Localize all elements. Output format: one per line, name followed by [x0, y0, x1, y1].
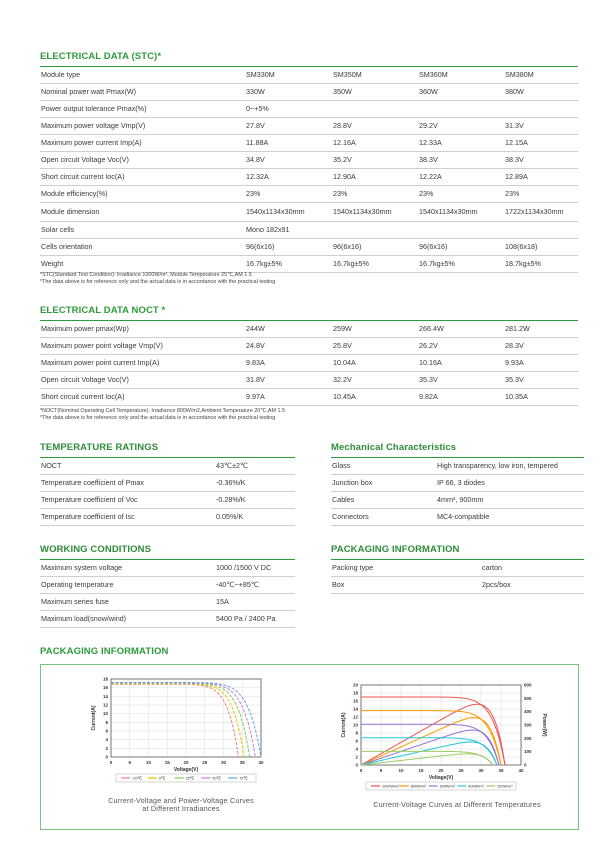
working-value: 1000 /1500 V DC [216, 563, 272, 572]
stc-value: 1540x1134x30mm [419, 207, 478, 216]
y2-tick-label: 500 [524, 695, 532, 701]
stc-value: 330W [246, 87, 265, 96]
y-tick-label: 14 [352, 706, 358, 712]
y-tick-label: 6 [355, 738, 358, 744]
y-tick-label: 12 [352, 714, 358, 720]
mechanical-row [331, 458, 584, 475]
stc-label: Maximum power current Imp(A) [41, 138, 142, 147]
y-tick-label: 0 [105, 754, 108, 760]
noct-value: 9.83A [246, 358, 265, 367]
mechanical-row [331, 492, 584, 509]
stc-value: 360W [419, 87, 438, 96]
temperature-table [40, 457, 295, 526]
stc-row [40, 256, 578, 273]
series-iv-line [111, 683, 250, 757]
stc-label: Solar cells [41, 225, 75, 234]
stc-row [40, 135, 578, 152]
y-tick-label: 6 [105, 728, 108, 734]
stc-value: SM350M [333, 70, 362, 79]
temperature-value: -0.28%/K [216, 495, 246, 504]
caption-left-line2: at Different Irradiances [142, 804, 220, 813]
x-tick-label: 30 [220, 760, 227, 765]
noct-row [40, 372, 578, 389]
y-tick-label: 12 [102, 702, 108, 708]
y-axis-label: Current(A) [341, 712, 347, 738]
legend-label: 1000W/m² [382, 784, 400, 789]
stc-value: 380W [505, 87, 524, 96]
temperature-title: TEMPERATURE RATINGS [40, 442, 159, 453]
temperature-row [40, 509, 295, 526]
y2-tick-label: 100 [524, 749, 532, 755]
y2-axis-label: Power(W) [541, 713, 547, 737]
stc-value: 96(6x16) [333, 242, 362, 251]
packaging-big-title: PACKAGING INFORMATION [40, 646, 169, 657]
working-label: Maximum series fuse [41, 597, 109, 606]
temperature-value: 43℃±2℃ [216, 461, 249, 470]
stc-value: 108(6x18) [505, 242, 538, 251]
stc-row [40, 222, 578, 239]
stc-value: 16.7kg±5% [333, 259, 369, 268]
x-tick-label: 25 [458, 768, 464, 773]
stc-label: Module type [41, 70, 81, 79]
x-tick-label: 5 [379, 768, 383, 773]
x-tick-label: 40 [258, 760, 264, 765]
y-tick-label: 16 [352, 698, 358, 704]
stc-value: 31.3V [505, 121, 524, 130]
caption-left [71, 797, 291, 813]
stc-value: 12.89A [505, 172, 528, 181]
stc-value: 12.16A [333, 138, 356, 147]
temperature-row [40, 492, 295, 509]
y-tick-label: 4 [355, 746, 358, 752]
stc-row [40, 101, 578, 118]
noct-label: Open circuit Voltage Voc(V) [41, 375, 129, 384]
stc-label: Maximum power voltage Vmp(V) [41, 121, 146, 130]
legend-label: 200W/m² [497, 784, 513, 789]
y-tick-label: 0 [355, 762, 358, 768]
series-iv-line [111, 683, 255, 757]
stc-row [40, 239, 578, 256]
stc-label: Power output tolerance Pmax(%) [41, 104, 147, 113]
legend-label: 400W/m² [468, 784, 484, 789]
working-value: 5400 Pa / 2400 Pa [216, 614, 276, 623]
x-tick-label: 30 [478, 768, 484, 773]
noct-label: Maximum power pmax(Wp) [41, 324, 129, 333]
x-tick-label: 10 [398, 768, 404, 773]
stc-value: 23% [419, 189, 434, 198]
stc-value: 12.90A [333, 172, 356, 181]
iv-temperature-chart [341, 679, 561, 804]
mechanical-label: Glass [332, 461, 351, 470]
noct-note-standard: *NOCT(Nominal Operating Cell Temperature): Irradiance 800W/m2,Ambient Temperature 20℃,AM 1.5 [40, 408, 285, 414]
noct-row [40, 321, 578, 338]
noct-value: 35.3V [505, 375, 524, 384]
series-pv-line [361, 730, 499, 765]
noct-value: 281.2W [505, 324, 530, 333]
working-title: WORKING CONDITIONS [40, 544, 152, 555]
noct-value: 10.16A [419, 358, 442, 367]
y-tick-label: 20 [352, 682, 358, 688]
y-tick-label: 4 [105, 737, 108, 743]
temperature-row [40, 475, 295, 492]
y-tick-label: 2 [355, 754, 358, 760]
stc-value: 12.33A [419, 138, 442, 147]
y2-tick-label: 400 [524, 709, 532, 715]
noct-value: 244W [246, 324, 265, 333]
working-value: 15A [216, 597, 229, 606]
x-axis-label: Voltage(V) [428, 775, 454, 781]
noct-value: 10.45A [333, 392, 356, 401]
mechanical-row [331, 475, 584, 492]
noct-value: 35.3V [419, 375, 438, 384]
noct-value: 26.2V [419, 341, 438, 350]
stc-row [40, 152, 578, 169]
noct-value: 10.04A [333, 358, 356, 367]
stc-note-reference: *The data above is for reference only and the actual data is in accordance with the practical testing [40, 279, 276, 285]
y-tick-label: 16 [102, 685, 108, 691]
stc-note-standard: *STC(Standard Test Condition): Irradiance 1000W/m², Module Temperature 25℃,AM 1.5 [40, 272, 252, 278]
stc-value: 23% [246, 189, 261, 198]
stc-value: 38.3V [505, 155, 524, 164]
stc-value: 27.8V [246, 121, 265, 130]
working-row [40, 611, 295, 628]
noct-value: 31.8V [246, 375, 265, 384]
noct-value: 266.4W [419, 324, 444, 333]
stc-value: 350W [333, 87, 352, 96]
stc-label: Module efficiency(%) [41, 189, 108, 198]
noct-table [40, 320, 578, 406]
stc-value: 12.32A [246, 172, 269, 181]
stc-value: 96(6x16) [419, 242, 448, 251]
stc-row [40, 186, 578, 203]
x-tick-label: 5 [128, 760, 132, 765]
noct-label: Short circuit current Ioc(A) [41, 392, 125, 401]
x-tick-label: 35 [239, 760, 245, 765]
stc-label: Weight [41, 259, 64, 268]
noct-value: 9.82A [419, 392, 438, 401]
stc-label: Nominal power watt Pmax(W) [41, 87, 137, 96]
stc-value: 12.15A [505, 138, 528, 147]
working-label: Maximum load(snow/wind) [41, 614, 127, 623]
temperature-label: Temperature coefficient of Pmax [41, 478, 144, 487]
x-tick-label: 40 [518, 768, 524, 773]
noct-row [40, 338, 578, 355]
stc-value: 38.3V [419, 155, 438, 164]
working-label: Maximum system voltage [41, 563, 123, 572]
mechanical-table [331, 457, 584, 526]
stc-row [40, 169, 578, 186]
noct-value: 259W [333, 324, 352, 333]
packaging-value: 2pcs/box [482, 580, 511, 589]
stc-value: 35.2V [333, 155, 352, 164]
working-table [40, 559, 295, 628]
packaging-label: Packing type [332, 563, 374, 572]
caption-left-line1: Current-Voltage and Power-Voltage Curves [108, 796, 254, 805]
mechanical-label: Cables [332, 495, 355, 504]
mechanical-title: Mechanical Characteristics [331, 442, 457, 453]
x-tick-label: 15 [164, 760, 170, 765]
stc-value: 16.7kg±5% [246, 259, 282, 268]
stc-label: Open circuit Voltage Voc(V) [41, 155, 129, 164]
x-axis-label: Voltage(V) [173, 767, 199, 773]
caption-right: Current-Voltage Curves at Different Temperatures [373, 800, 541, 809]
stc-value: 11.88A [246, 138, 269, 147]
noct-value: 32.2V [333, 375, 352, 384]
stc-value: 96(6x16) [246, 242, 275, 251]
stc-title: ELECTRICAL DATA (STC)* [40, 51, 162, 62]
stc-value: 18.7kg±5% [505, 259, 541, 268]
legend-label: 75℃ [239, 776, 248, 781]
y-axis-label: Current(A) [91, 705, 97, 731]
working-row [40, 577, 295, 594]
working-row [40, 594, 295, 611]
packaging-row [331, 577, 584, 594]
stc-value: 1722x1134x30mm [505, 207, 564, 216]
x-tick-label: 25 [202, 760, 208, 765]
noct-row [40, 355, 578, 372]
temperature-value: -0.36%/K [216, 478, 246, 487]
stc-value: SM380M [505, 70, 534, 79]
y2-tick-label: 200 [524, 735, 532, 741]
x-tick-label: 0 [109, 760, 113, 765]
legend-label: 25℃ [185, 776, 195, 781]
stc-label: Cells orientation [41, 242, 93, 251]
mechanical-value: MC4-compatible [437, 512, 490, 521]
y-tick-label: 18 [102, 676, 108, 682]
mechanical-label: Connectors [332, 512, 369, 521]
working-row [40, 560, 295, 577]
y-tick-label: 10 [102, 711, 108, 717]
noct-note-reference: *The data above is for reference only and the actual data is in accordance with the practical testing [40, 415, 276, 421]
noct-label: Maximum power point current Imp(A) [41, 358, 160, 367]
temperature-label: Temperature coefficient of Voc [41, 495, 138, 504]
noct-value: 10.35A [505, 392, 528, 401]
y2-tick-label: 300 [524, 722, 532, 728]
x-tick-label: 10 [145, 760, 152, 765]
stc-row [40, 67, 578, 84]
stc-value: 1540x1134x30mm [333, 207, 392, 216]
legend-label: 0℃ [158, 776, 166, 781]
legend-label: -25℃ [132, 776, 142, 781]
packaging-label: Box [332, 580, 345, 589]
stc-value: 28.8V [333, 121, 352, 130]
x-tick-label: 35 [498, 768, 504, 773]
legend-label: 50℃ [212, 776, 221, 781]
stc-label: Module dimension [41, 207, 100, 216]
packaging-table [331, 559, 584, 594]
temperature-label: Temperature coefficient of Isc [41, 512, 135, 521]
stc-value: 0~+5% [246, 104, 269, 113]
y-tick-label: 18 [352, 690, 358, 696]
mechanical-row [331, 509, 584, 526]
noct-row [40, 389, 578, 406]
stc-row [40, 118, 578, 135]
stc-value: 12.22A [419, 172, 442, 181]
x-tick-label: 15 [418, 768, 424, 773]
noct-value: 9.97A [246, 392, 265, 401]
noct-label: Maximum power point voltage Vmp(V) [41, 341, 163, 350]
charts-panel [40, 664, 579, 830]
mechanical-value: IP 66, 3 diodes [437, 478, 485, 487]
stc-row [40, 84, 578, 101]
stc-value: 34.8V [246, 155, 265, 164]
noct-title: ELECTRICAL DATA NOCT * [40, 305, 166, 316]
stc-value: 29.2V [419, 121, 438, 130]
stc-value: Mono 182x91 [246, 225, 290, 234]
temperature-row [40, 458, 295, 475]
stc-value: 16.7kg±5% [419, 259, 455, 268]
stc-table [40, 66, 578, 273]
stc-value: 1540x1134x30mm [246, 207, 305, 216]
stc-value: 23% [333, 189, 348, 198]
packaging-small-title: PACKAGING INFORMATION [331, 544, 460, 555]
stc-row [40, 203, 578, 222]
noct-value: 9.93A [505, 358, 524, 367]
mechanical-label: Junction box [332, 478, 373, 487]
series-iv-line [111, 684, 239, 757]
working-value: -40℃~+85℃ [216, 580, 259, 589]
packaging-value: carton [482, 563, 502, 572]
y2-tick-label: 0 [524, 762, 527, 768]
x-tick-label: 20 [438, 768, 444, 773]
x-tick-label: 0 [359, 768, 363, 773]
legend-label: 800W/m² [410, 784, 427, 789]
temperature-label: NOCT [41, 461, 62, 470]
y-tick-label: 10 [352, 722, 358, 728]
stc-label: Short circuit current Ioc(A) [41, 172, 125, 181]
stc-value: 23% [505, 189, 520, 198]
y-tick-label: 2 [105, 745, 108, 751]
noct-value: 25.8V [333, 341, 352, 350]
mechanical-value: 4mm², 900mm [437, 495, 484, 504]
stc-value: SM330M [246, 70, 275, 79]
noct-value: 28.3V [505, 341, 524, 350]
stc-value: SM360M [419, 70, 448, 79]
legend-label: 600W/m² [439, 784, 456, 789]
temperature-value: 0.05%/K [216, 512, 244, 521]
y-tick-label: 8 [355, 730, 358, 736]
y-tick-label: 8 [105, 719, 108, 725]
packaging-row [331, 560, 584, 577]
noct-value: 24.8V [246, 341, 265, 350]
series-iv-line [111, 684, 244, 757]
y-tick-label: 14 [102, 693, 108, 699]
mechanical-value: High transparency, low iron, tempered [437, 461, 558, 470]
iv-irradiance-chart [89, 673, 309, 793]
x-tick-label: 20 [183, 760, 189, 765]
working-label: Operating temperature [41, 580, 114, 589]
y2-tick-label: 600 [524, 682, 532, 688]
